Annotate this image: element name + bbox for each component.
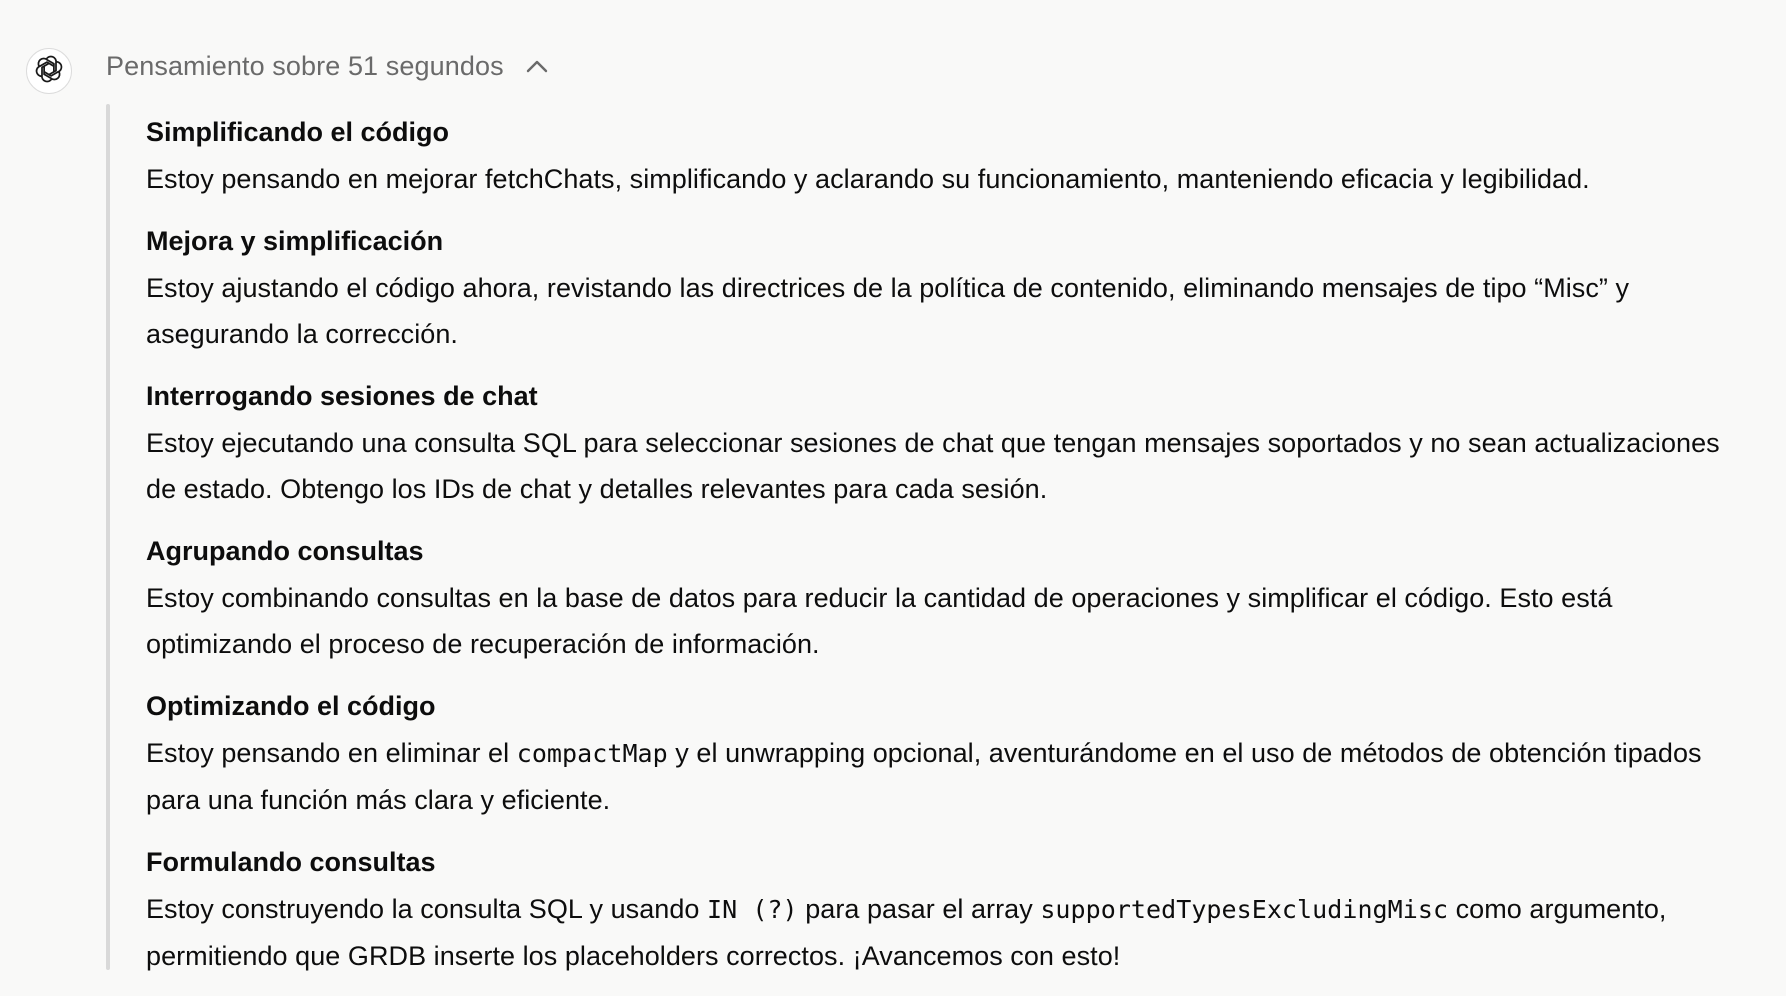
openai-logo-icon [34,54,64,89]
step-title: Optimizando el código [146,691,436,721]
thinking-step [146,838,1746,979]
step-title: Mejora y simplificación [146,226,444,256]
thinking-step [146,682,1746,823]
step-text-part: y el unwrapping opcional, aventurándome en el uso de métodos de obtención tipados para una función más clara y eficiente. [146,738,1702,815]
step-title: Simplificando el código [146,117,450,147]
step-text-part: como argumento, permitiendo que GRDB inserte los placeholders correctos. ¡Avancemos con esto! [146,894,1667,971]
thinking-step [146,108,1746,202]
inline-code: IN (?) [707,895,798,924]
thinking-toggle[interactable] [106,44,548,88]
step-title: Interrogando sesiones de chat [146,381,538,411]
step-text [146,886,1746,979]
thinking-rail-divider [106,104,110,970]
step-text-part: Estoy construyendo la consulta SQL y usando [146,894,708,924]
step-text: Estoy pensando en mejorar fetchChats, simplificando y aclarando su funcionamiento, manteniendo eficacia y legibilidad. [146,164,1590,194]
thinking-steps [146,108,1746,994]
step-text: Estoy ajustando el código ahora, revistando las directrices de la política de contenido, eliminando mensajes de tipo “Misc” y asegurando la corrección. [146,273,1630,349]
thinking-step [146,217,1746,357]
step-text: Estoy combinando consultas en la base de datos para reducir la cantidad de operaciones y simplificar el código. Esto está optimizando el proceso de recuperación de información. [146,583,1613,659]
chevron-up-icon[interactable] [526,59,548,73]
thinking-step [146,372,1746,512]
step-text-part: Estoy pensando en eliminar el [146,738,517,768]
inline-code: supportedTypesExcludingMisc [1040,895,1449,924]
step-title: Agrupando consultas [146,536,424,566]
inline-code: compactMap [516,739,668,768]
assistant-avatar [26,48,72,94]
step-text [146,730,1746,823]
thinking-step [146,527,1746,667]
step-text: Estoy ejecutando una consulta SQL para seleccionar sesiones de chat que tengan mensajes soportados y no sean actualizaciones de estado. Obtengo los IDs de chat y detalles relevantes para cada sesión. [146,428,1720,504]
step-text-part: para pasar el array [797,894,1041,924]
step-title: Formulando consultas [146,847,436,877]
thinking-header-label: Pensamiento sobre 51 segundos [106,50,504,81]
